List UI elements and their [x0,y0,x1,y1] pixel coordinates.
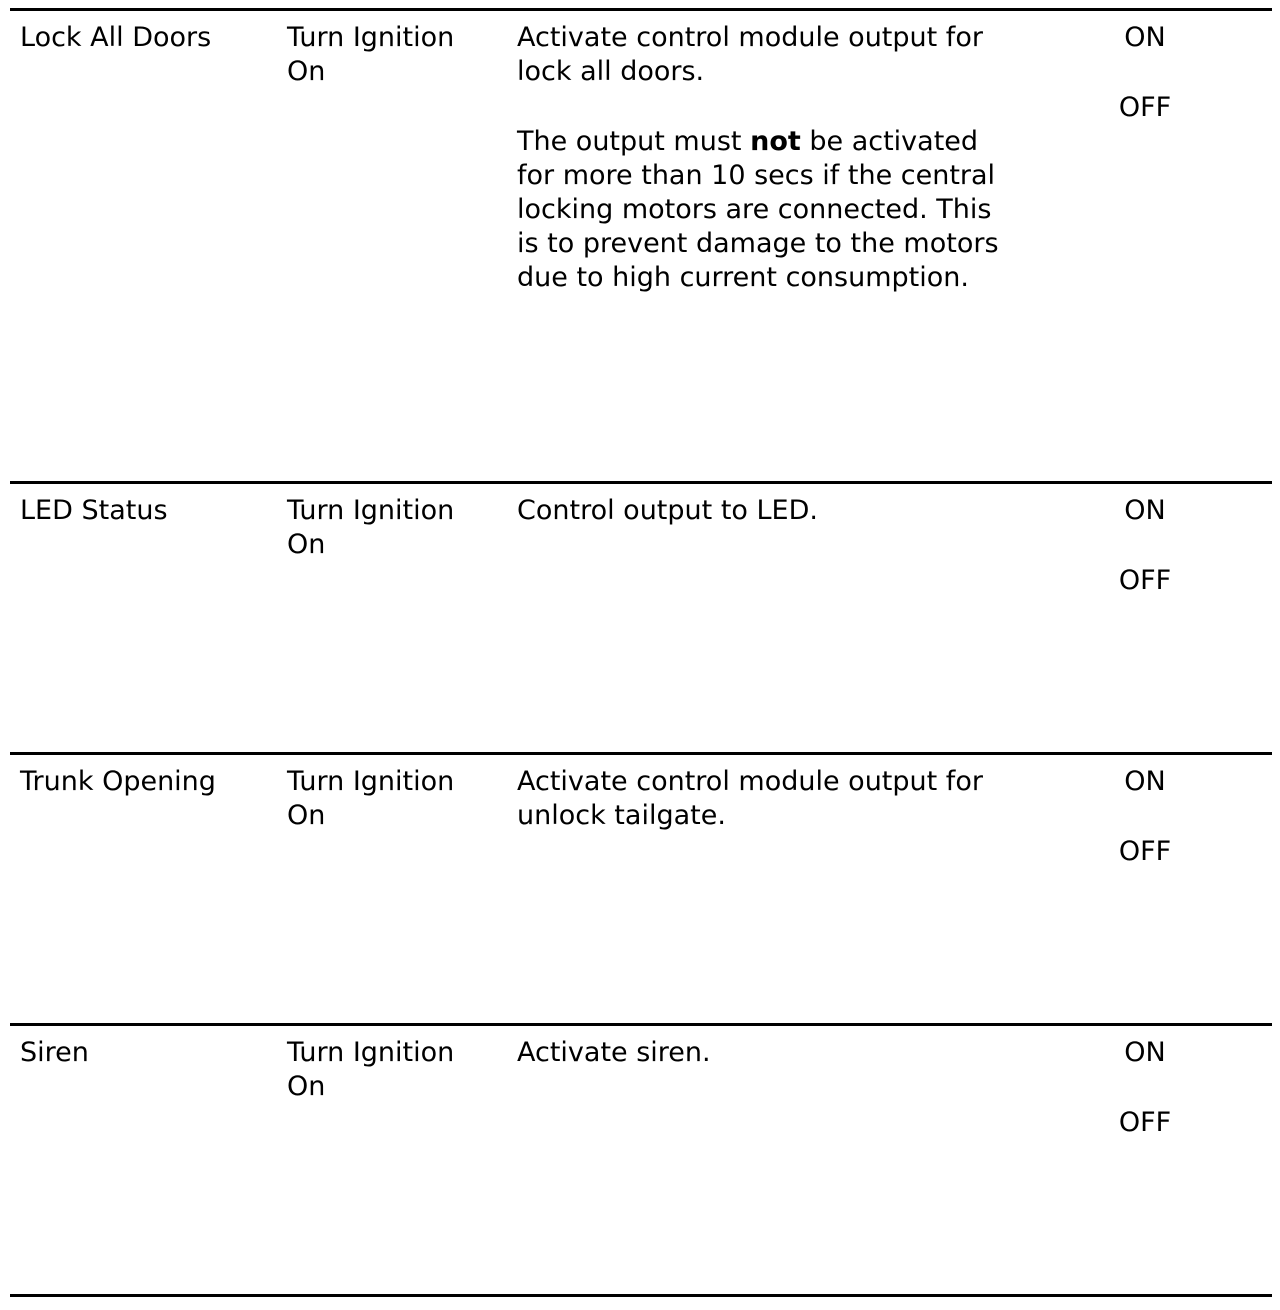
value-off: OFF [1118,565,1172,596]
value-off: OFF [1118,1107,1172,1138]
description-cell [517,21,1017,295]
condition-cell [287,1036,497,1104]
function-name: Siren [20,1037,89,1068]
condition-cell [287,21,497,89]
description-text: Control output to LED. [517,495,818,526]
warning-emphasis: not [750,126,801,157]
function-name: Lock All Doors [20,22,212,53]
description-cell [517,1036,1017,1070]
values-cell [1100,494,1190,598]
description-cell [517,494,1017,528]
value-on: ON [1124,766,1166,797]
condition-line: Turn Ignition [287,495,455,526]
condition-cell [287,765,497,833]
values-cell [1100,765,1190,869]
description-text: Activate siren. [517,1037,711,1068]
value-off: OFF [1118,836,1172,867]
value-on: ON [1124,22,1166,53]
condition-line: On [287,529,326,560]
description-text: Activate control module output for lock all doors. [517,22,983,87]
description-text: Activate control module output for unlock tailgate. [517,766,983,831]
condition-line: On [287,1071,326,1102]
value-on: ON [1124,495,1166,526]
function-name: Trunk Opening [20,766,216,797]
values-cell [1100,21,1190,125]
row-divider-top [10,8,1272,11]
condition-line: Turn Ignition [287,766,455,797]
value-on: ON [1124,1037,1166,1068]
condition-line: Turn Ignition [287,1037,455,1068]
row-divider [10,752,1272,755]
condition-line: On [287,56,326,87]
row-divider [10,1023,1272,1026]
warning-text: The output must [517,126,751,157]
condition-line: On [287,800,326,831]
values-cell [1100,1036,1190,1140]
condition-line: Turn Ignition [287,22,455,53]
warning-text: be activated for more than 10 secs if the central locking motors are connected. This is to prevent damage to the motors due to high current consumption. [517,126,999,293]
description-cell [517,765,1017,833]
value-off: OFF [1118,92,1172,123]
function-name: LED Status [20,495,168,526]
row-divider-bottom [10,1294,1272,1297]
description-warning [517,125,1017,295]
condition-cell [287,494,497,562]
row-divider [10,481,1272,484]
